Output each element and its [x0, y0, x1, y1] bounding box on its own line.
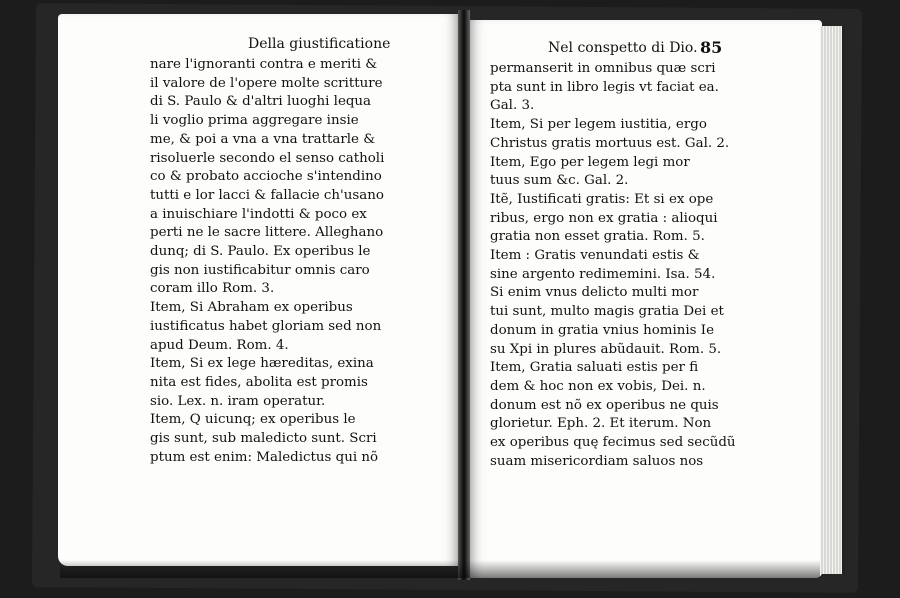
text-line: gratia non esset gratia. Rom. 5. — [490, 229, 705, 245]
text-line: permanserit in omnibus quæ scri — [490, 61, 716, 76]
text-line: Si enim vnus delicto multi mor — [490, 285, 699, 301]
text-line: risoluerle secondo el senso catholi — [150, 150, 385, 166]
text-line: su Xpi in plures abũdauit. Rom. 5. — [490, 341, 722, 357]
text-line: co & probato accioche s'intendino — [150, 169, 382, 185]
text-line: sio. Lex. n. iram operatur. — [150, 393, 326, 409]
text-line: glorietur. Eph. 2. Et iterum. Non — [490, 416, 712, 432]
text-line: donum est nõ ex operibus ne quis — [490, 397, 719, 413]
text-line: Item, Ego per legem legi mor — [490, 154, 690, 170]
left-page-text — [150, 56, 384, 467]
text-line: Christus gratis mortuus est. Gal. 2. — [490, 135, 730, 151]
text-line: Item, Si ex lege hæreditas, exina — [150, 356, 374, 372]
text-line: Item, Q uicunq; ex operibus le — [150, 412, 356, 428]
text-line: Itẽ, Iustificati gratis: Et si ex ope — [490, 191, 714, 207]
left-running-head: Della giustificatione — [248, 36, 391, 52]
text-line: gis sunt, sub maledicto sunt. Scri — [150, 431, 377, 447]
text-line: ptum est enim: Maledictus qui nõ — [150, 449, 379, 465]
text-line: sine argento redimemini. Isa. 54. — [490, 266, 716, 282]
text-line: Gal. 3. — [490, 98, 535, 114]
text-line: Item, Si Abraham ex operibus — [150, 300, 353, 316]
text-line: Item : Gratis venundati estis & — [490, 248, 700, 264]
text-line: me, & poi a vna a vna trattarle & — [150, 131, 376, 147]
text-line: perti ne le sacre littere. Alleghano — [150, 225, 384, 241]
text-line: apud Deum. Rom. 4. — [150, 337, 289, 353]
text-line: tui sunt, multo magis gratia Dei et — [490, 304, 724, 320]
text-line: tuus sum &c. Gal. 2. — [490, 173, 629, 189]
right-running-head: Nel conspetto di Dio. — [548, 40, 698, 56]
text-line: donum in gratia vnius hominis Ie — [490, 322, 714, 338]
text-line: Item, Gratia saluati estis per fi — [490, 360, 699, 376]
text-line: pta sunt in libro legis vt faciat ea. — [490, 79, 719, 95]
text-line: ribus, ergo non ex gratia : alioqui — [490, 210, 718, 226]
text-line: a inuischiare l'indotti & poco ex — [150, 206, 367, 222]
text-line: ex operibus quę fecimus sed secũdũ — [490, 435, 736, 451]
text-line: Item, Si per legem iustitia, ergo — [490, 117, 707, 133]
text-line: di S. Paulo & d'altri luoghi lequa — [150, 94, 372, 110]
text-line: nita est fides, abolita est promis — [150, 374, 368, 390]
text-line: gis non iustificabitur omnis caro — [150, 262, 370, 278]
text-line: tutti e lor lacci & fallacie ch'usano — [150, 187, 384, 203]
text-line: dunq; di S. Paulo. Ex operibus le — [150, 244, 371, 260]
page-bottom-shadow — [60, 560, 820, 578]
book-gutter — [458, 10, 470, 580]
text-line: dem & hoc non ex vobis, Dei. n. — [490, 378, 706, 394]
text-line: iustificatus habet gloriam sed non — [150, 318, 382, 334]
text-line: il valore de l'opere molte scritture — [150, 75, 383, 91]
right-page-text — [490, 60, 736, 471]
text-line: li voglio prima aggregare insie — [150, 113, 359, 129]
text-line: nare l'ignoranti contra e meriti & — [150, 57, 378, 72]
text-line: suam misericordiam saluos nos — [490, 453, 704, 469]
text-line: coram illo Rom. 3. — [150, 281, 275, 297]
page-edges — [820, 26, 845, 574]
page-number: 85 — [700, 38, 723, 57]
